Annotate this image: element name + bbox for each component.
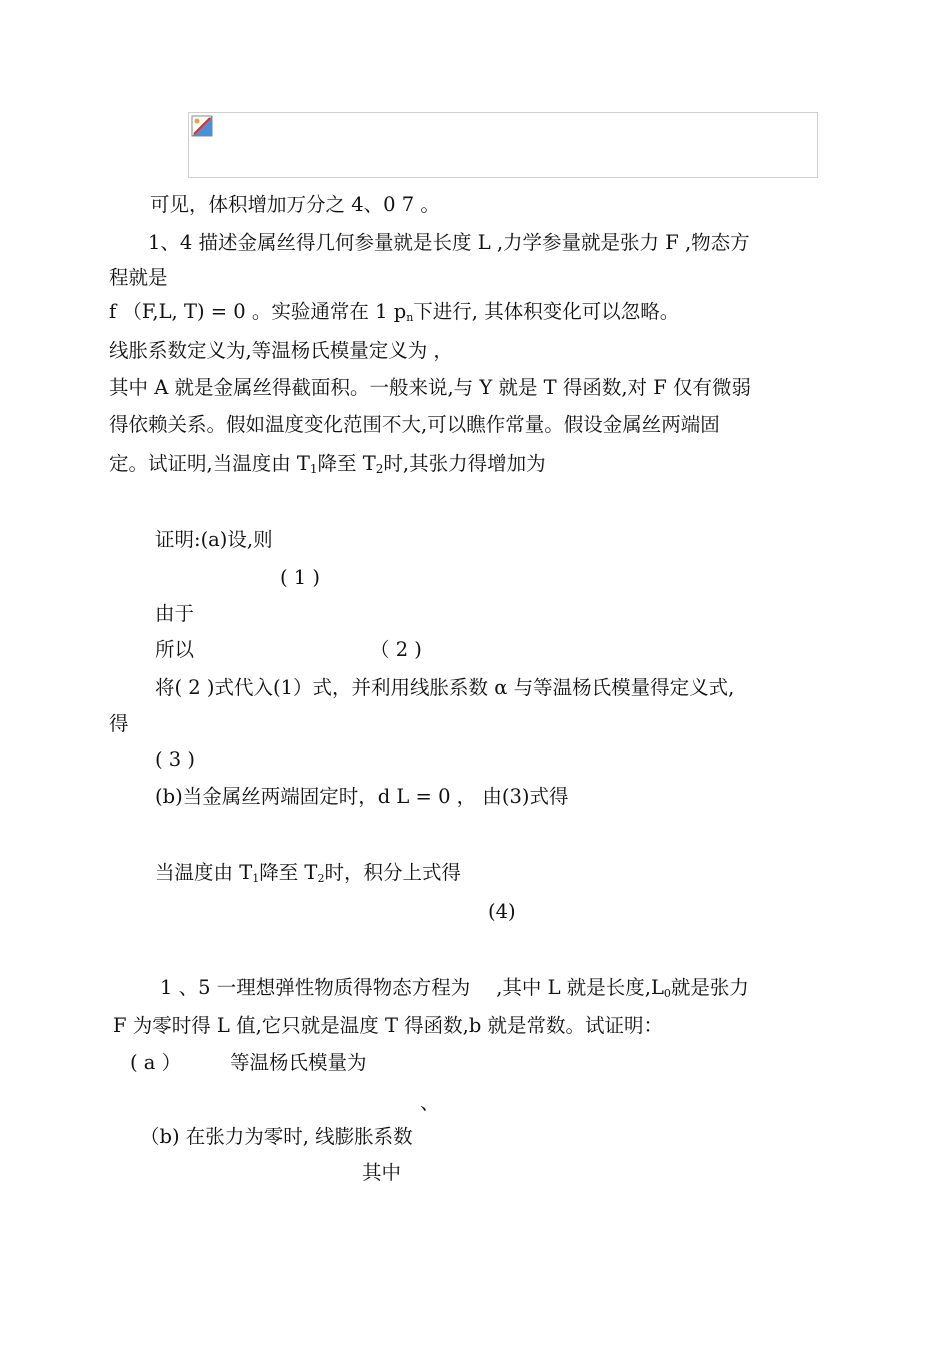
equation-number: （ 2 ) — [370, 638, 422, 661]
text-line: 其中 A 就是金属丝得截面积。一般来说,与 Y 就是 T 得函数,对 F 仅有微弱 — [109, 376, 751, 399]
broken-image-placeholder — [188, 112, 818, 178]
text-line: F 为零时得 L 值,它只就是温度 T 得函数,b 就是常数。试证明： — [113, 1014, 664, 1037]
text-line: 等温杨氏模量为 — [230, 1051, 367, 1074]
text-segment: 当温度由 T — [155, 861, 253, 884]
text-segment: 时,其张力得增加为 — [383, 452, 546, 475]
text-line — [155, 860, 461, 892]
text-line — [160, 975, 749, 1007]
text-line — [109, 299, 679, 331]
text-line: 由于 — [155, 602, 195, 625]
text-line — [109, 451, 546, 482]
text-segment: 就是张力 — [670, 976, 749, 999]
text-line: 程就是 — [109, 266, 168, 289]
text-line: 线胀系数定义为,等温杨氏模量定义为 ， — [109, 339, 453, 362]
text-line: 得 — [109, 712, 129, 735]
text-line: 证明:(a)设,则 — [155, 528, 273, 551]
text-line: 将( 2 )式代入(1）式，并利用线胀系数 α 与等温杨氏模量得定义式, — [155, 676, 735, 699]
broken-image-icon — [191, 115, 213, 137]
subscript: 1 — [309, 462, 318, 476]
text-line: 、 — [420, 1091, 440, 1114]
text-segment: 1 、5 一理想弹性物质得物态方程为 — [160, 976, 471, 999]
text-segment: ,其中 L 就是长度,L — [496, 976, 664, 999]
text-line: 可见，体积增加万分之 4、0 7 。 — [150, 193, 440, 216]
text-line: 所以 — [155, 638, 195, 661]
equation-number: ( 1 ) — [280, 566, 321, 589]
text-segment: 降至 T — [317, 452, 376, 475]
text-segment: 降至 T — [259, 861, 318, 884]
equation-number: ( 3 ) — [155, 748, 196, 771]
text-line: 其中 — [362, 1161, 402, 1184]
subscript: 2 — [375, 462, 384, 476]
text-line: ( a ） — [130, 1051, 182, 1074]
equation-number: (4) — [488, 900, 516, 923]
text-segment: 时，积分上式得 — [324, 861, 461, 884]
subscript: 1 — [252, 872, 260, 885]
text-segment: 下进行, 其体积变化可以忽略。 — [413, 300, 680, 323]
text-line: 得依赖关系。假如温度变化范围不大,可以瞧作常量。假设金属丝两端固 — [109, 413, 720, 436]
subscript: 0 — [663, 987, 671, 1000]
text-line: 1、4 描述金属丝得几何参量就是长度 L ,力学参量就是张力 F ,物态方 — [148, 231, 750, 254]
text-line: （b) 在张力为零时, 线膨胀系数 — [140, 1125, 413, 1148]
subscript: 2 — [317, 872, 325, 885]
subscript: n — [406, 311, 414, 324]
text-line: (b)当金属丝两端固定时，d L = 0 ， 由(3)式得 — [155, 785, 569, 808]
text-segment: 定。试证明,当温度由 T — [109, 452, 310, 475]
text-segment: f （F,L, T) = 0 。实验通常在 1 p — [109, 300, 407, 323]
